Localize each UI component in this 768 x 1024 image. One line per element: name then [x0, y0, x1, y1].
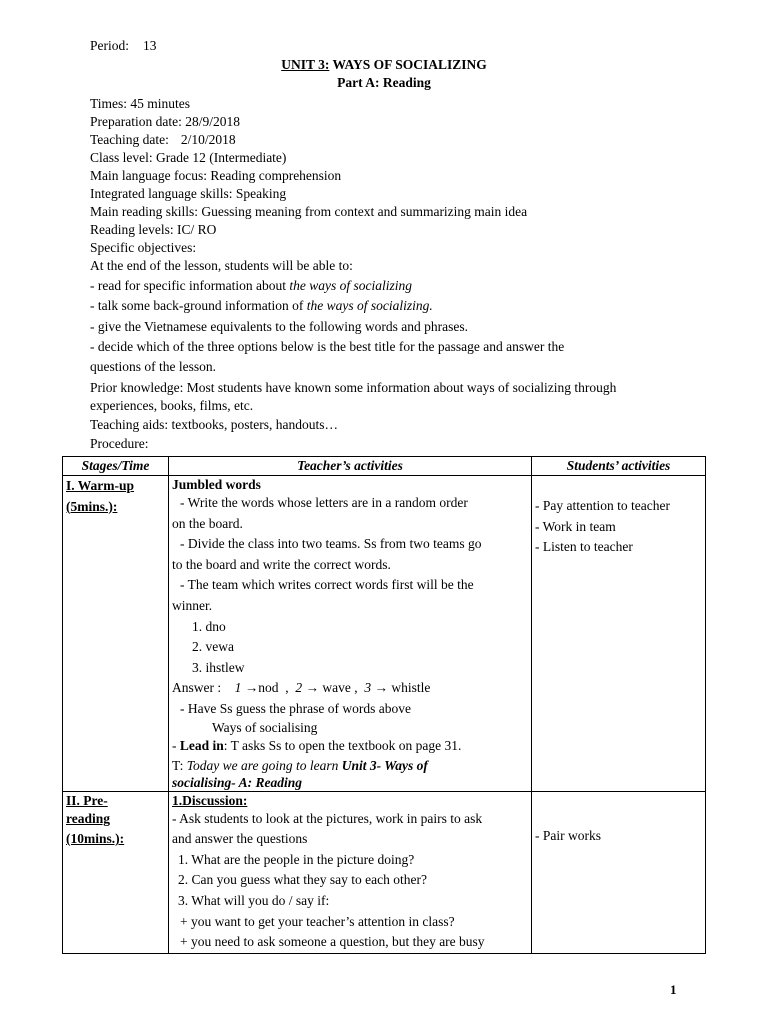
- stage-cell-prereading: [63, 791, 169, 953]
- specific-objectives-line: Specific objectives:: [90, 240, 197, 255]
- activity-line: - Have Ss guess the phrase of words above: [180, 700, 411, 716]
- objective-4b: questions of the lesson.: [90, 359, 216, 374]
- stage-title: reading: [66, 810, 111, 826]
- objective-2-text: - talk some back-ground information of: [90, 298, 307, 313]
- stage-time: (10mins.):: [66, 831, 125, 847]
- objective-3: - give the Vietnamese equivalents to the following words and phrases.: [90, 319, 468, 334]
- activity-line: winner.: [172, 597, 213, 613]
- teaching-date-value: 2/10/2018: [180, 132, 236, 147]
- jumbled-word: 3. ihstlew: [192, 659, 245, 675]
- period-line: [90, 37, 157, 55]
- discussion-prompt: + you want to get your teacher’s attention in class?: [180, 913, 455, 929]
- answer-label: Answer :: [172, 680, 222, 696]
- jumbled-word: 2. vewa: [192, 639, 234, 655]
- today-bold: Unit 3- Ways of: [341, 757, 428, 773]
- prep-date-line: Preparation date: 28/9/2018: [90, 114, 240, 129]
- period-value: 13: [143, 38, 157, 53]
- arrow-icon: →: [244, 680, 259, 696]
- arrow-icon: →: [305, 680, 319, 696]
- answer-number: 1: [234, 680, 242, 696]
- student-activity: - Work in team: [535, 518, 616, 534]
- student-activity: - Pay attention to teacher: [535, 498, 670, 513]
- lead-in-label: Lead in: [179, 737, 224, 753]
- procedure-line: Procedure:: [90, 436, 149, 451]
- unit-title: [0, 57, 768, 73]
- lead-in-line: - Lead in: T asks Ss to open the textbook on page 31.: [172, 737, 462, 753]
- class-level-line: Class level: Grade 12 (Intermediate): [90, 150, 287, 165]
- main-skills-line: Main reading skills: Guessing meaning from context and summarizing main idea: [90, 204, 528, 219]
- student-activity: - Pair works: [535, 827, 601, 843]
- answer-number: 2: [295, 680, 303, 696]
- activity-line: - Divide the class into two teams. Ss from two teams go: [180, 536, 482, 552]
- teacher-cell-prereading: [169, 791, 532, 953]
- objective-2-italic: the ways of socializing.: [306, 298, 433, 313]
- header-students: Students’ activities: [532, 457, 706, 476]
- main-focus-line: Main language focus: Reading comprehension: [90, 168, 342, 183]
- stage-time: (5mins.):: [66, 498, 118, 514]
- header-stages: Stages/Time: [63, 457, 169, 476]
- page-number: 1: [670, 982, 677, 997]
- today-line: [172, 757, 528, 774]
- end-of-lesson-line: At the end of the lesson, students will be able to:: [90, 258, 353, 273]
- answer-value: whistle: [391, 680, 431, 696]
- today-prefix: T:: [172, 757, 187, 773]
- reading-levels-line: Reading levels: IC/ RO: [90, 222, 217, 237]
- student-activity: - Listen to teacher: [535, 539, 633, 555]
- today-italic: Today we are going to learn: [186, 757, 342, 773]
- objective-4a: - decide which of the three options below is the best title for the passage and answer the: [90, 339, 565, 354]
- table-row: [63, 476, 706, 792]
- jumbled-word: 1. dno: [192, 618, 226, 634]
- today-bold-2: socialising- A: Reading: [172, 774, 303, 790]
- teaching-aids-line: Teaching aids: textbooks, posters, handouts…: [90, 417, 339, 432]
- arrow-icon: →: [374, 680, 388, 696]
- activity-line: to the board and write the correct words.: [172, 556, 391, 572]
- objective-1-text: - read for specific information about: [90, 278, 290, 293]
- table-row: [63, 791, 706, 953]
- activity-line: - Ask students to look at the pictures, work in pairs to ask: [172, 810, 483, 826]
- stage-title: I. Warm-up: [66, 478, 135, 493]
- stage-title: II. Pre-: [66, 792, 108, 808]
- objective-1-italic: the ways of socializing: [289, 278, 413, 293]
- answer-line: Answer : 1 →nod , 2 → wave , 3 → whistle: [172, 680, 431, 696]
- procedure-table: [62, 456, 706, 954]
- discussion-question: 1. What are the people in the picture doing?: [178, 851, 415, 867]
- teaching-date-line: [90, 131, 236, 149]
- discussion-question: 2. Can you guess what they say to each other?: [178, 872, 427, 888]
- part-title: Part A: Reading: [337, 75, 431, 90]
- teacher-cell-warmup: [169, 476, 532, 792]
- header-teacher: Teacher’s activities: [169, 457, 532, 476]
- stage-cell-warmup: [63, 476, 169, 792]
- activity-title: Jumbled words: [172, 477, 261, 492]
- answer-value: wave: [322, 680, 351, 696]
- phrase-answer: Ways of socialising: [212, 719, 318, 735]
- discussion-question: 3. What will you do / say if:: [178, 892, 330, 908]
- activity-line: on the board.: [172, 515, 243, 531]
- times-line: Times: 45 minutes: [90, 96, 191, 111]
- unit-name: WAYS OF SOCIALIZING: [332, 57, 487, 72]
- integrated-skills-line: Integrated language skills: Speaking: [90, 186, 287, 201]
- activity-title: 1.Discussion:: [172, 792, 248, 808]
- period-label: Period:: [90, 38, 129, 53]
- unit-label: UNIT 3:: [281, 57, 330, 72]
- objective-2: [90, 297, 433, 315]
- students-cell-warmup: [532, 476, 706, 792]
- objective-1: [90, 277, 412, 295]
- students-cell-prereading: [532, 791, 706, 953]
- discussion-prompt: + you need to ask someone a question, but they are busy: [180, 934, 485, 950]
- lead-in-text: : T asks Ss to open the textbook on page 31.: [223, 737, 462, 753]
- activity-line: - The team which writes correct words first will be the: [180, 577, 474, 593]
- prior-knowledge-1: Prior knowledge: Most students have known some information about ways of socializing through: [90, 380, 617, 395]
- table-header-row: [63, 457, 706, 476]
- activity-line: and answer the questions: [172, 831, 308, 847]
- answer-number: 3: [364, 680, 372, 696]
- activity-line: - Write the words whose letters are in a random order: [180, 495, 468, 510]
- answer-value: nod: [258, 680, 279, 696]
- prior-knowledge-2: experiences, books, films, etc.: [90, 398, 254, 413]
- teaching-date-label: Teaching date:: [90, 132, 169, 147]
